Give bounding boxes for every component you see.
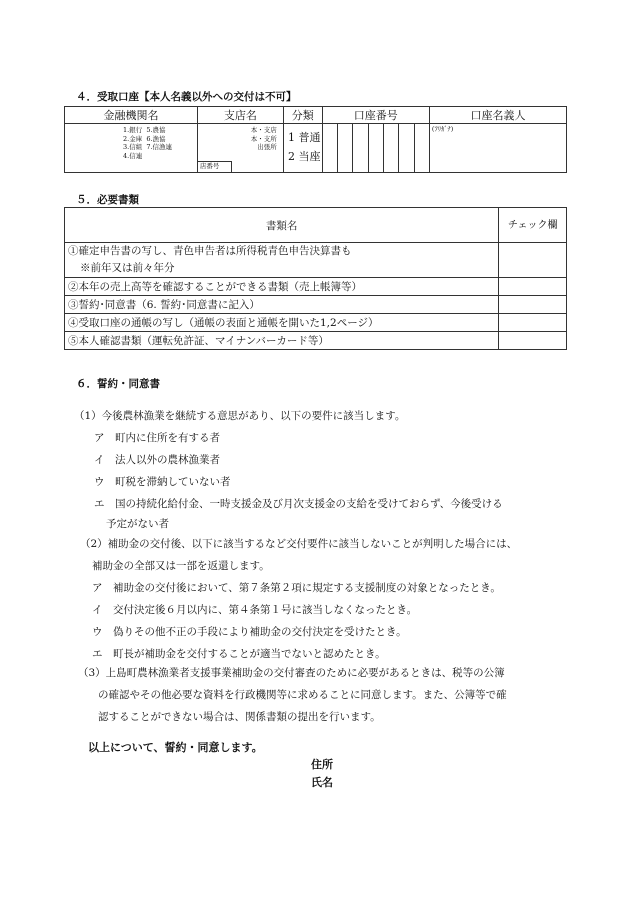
- pledge-item-1: （1）今後農林漁業を継続する意思があり、以下の要件に該当します。 ア 町内に住所を有する者 イ 法人以外の農林漁業者 ウ 町税を滞納していない者 エ 国の持続化給付金、一時支援金及び月次支援金の支給を受けておらず、今後受ける 予定がない者: [74, 410, 503, 530]
- document-row: ①確定申告書の写し、青色申告者は所得税青色申告決算書も ※前年又は前々年分: [65, 243, 499, 278]
- holder-kana-label: (ﾌﾘｶﾞﾅ): [431, 125, 454, 133]
- bank-account-table: [64, 106, 567, 173]
- address-label: 住所: [311, 758, 333, 771]
- section6-title: ６．誓約・同意書: [76, 378, 160, 390]
- bank-name-cell[interactable]: 1.銀行 5.農協 2.金庫 6.漁協 3.信組 7.信漁連 4.信連: [65, 124, 198, 173]
- account-digit-cell[interactable]: [399, 124, 414, 173]
- document-row: ③誓約･同意書（6. 誓約･同意書に記入）: [65, 296, 499, 314]
- account-digit-cell[interactable]: [337, 124, 352, 173]
- section4-title: ４．受取口座【本人名義以外への交付は不可】: [76, 91, 297, 103]
- pledge-item-2: （2）補助金の交付後、以下に該当するなど交付要件に該当しないことが判明した場合には、 補助金の全部又は一部を返還します。 ア 補助金の交付後において、第７条第２項に規定する支援制度の対象となったとき。 イ 交付決定後６月以内に、第４条第１号に該当しなくなったとき。 ウ 偽りその他不正の手段により補助金の交付決定を受けたとき。 エ 町長が補助金を交付することが適当でないと認めたとき。: [80, 538, 518, 660]
- document-row: ②本年の売上高等を確認することができる書類（売上帳簿等）: [65, 278, 499, 296]
- category-cell[interactable]: 1 普通 2 当座: [283, 124, 322, 173]
- closing-statement: 以上について、誓約・同意します。: [88, 741, 263, 754]
- check-box[interactable]: [499, 332, 567, 350]
- check-box[interactable]: [499, 278, 567, 296]
- account-digit-cell[interactable]: [322, 124, 337, 173]
- name-label: 氏名: [311, 776, 333, 789]
- account-digit-cell[interactable]: [353, 124, 368, 173]
- check-box[interactable]: [499, 296, 567, 314]
- branch-name-header: 支店名: [197, 107, 283, 124]
- category-header: 分類: [283, 107, 322, 124]
- pledge-item-3: （3）上島町農林漁業者支援事業補助金の交付審査のために必要があるときは、税等の公簿 の確認やその他必要な資料を行政機関等に求めることに同意します。また、公簿等で確 認することができない場合は、関係書類の提出を行います。: [78, 667, 507, 723]
- account-digit-cell[interactable]: [414, 124, 429, 173]
- section5-title: ５．必要書類: [76, 194, 139, 206]
- check-box[interactable]: [499, 314, 567, 332]
- document-row: ⑤本人確認書類（運転免許証、マイナンバーカード等）: [65, 332, 499, 350]
- account-digit-cell[interactable]: [368, 124, 383, 173]
- required-documents-table: [64, 207, 567, 350]
- document-name-header: 書類名: [65, 208, 499, 243]
- account-digit-cell[interactable]: [383, 124, 398, 173]
- check-box[interactable]: [499, 243, 567, 278]
- account-holder-header: 口座名義人: [429, 107, 566, 124]
- document-row: ④受取口座の通帳の写し（通帳の表面と通帳を開いた1,2ページ）: [65, 314, 499, 332]
- branch-name-cell[interactable]: 本・支店 本・支所 出張所 店番号: [197, 124, 283, 173]
- bank-name-header: 金融機関名: [65, 107, 198, 124]
- account-holder-cell[interactable]: [429, 124, 566, 173]
- branch-number-label: 店番号: [198, 161, 232, 172]
- account-number-header: 口座番号: [322, 107, 429, 124]
- check-header: チェック欄: [499, 208, 567, 243]
